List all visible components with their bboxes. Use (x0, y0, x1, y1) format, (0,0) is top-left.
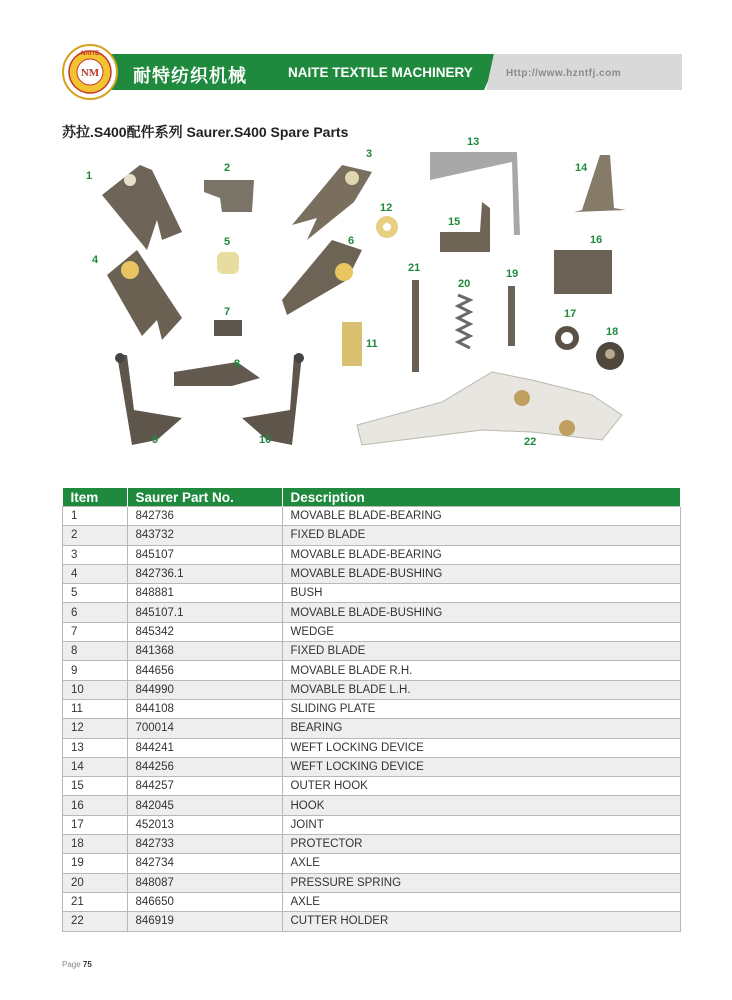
series-title: 苏拉.S400配件系列 Saurer.S400 Spare Parts (62, 124, 349, 140)
cell-description: PROTECTOR (282, 835, 681, 854)
cell-description: AXLE (282, 854, 681, 873)
table-row (63, 642, 681, 661)
cell-part-no: 846919 (127, 912, 282, 931)
part-label: 9 (152, 434, 159, 446)
cell-part-no: 842736.1 (127, 564, 282, 583)
part-label: 11 (366, 338, 378, 350)
cell-item: 11 (63, 699, 128, 718)
table-row (63, 854, 681, 873)
cell-item: 2 (63, 526, 128, 545)
table-row (63, 526, 681, 545)
cell-part-no: 845342 (127, 622, 282, 641)
cell-part-no: 844256 (127, 757, 282, 776)
part-5-shape (217, 252, 239, 274)
cell-part-no: 845107 (127, 545, 282, 564)
cell-item: 22 (63, 912, 128, 931)
column-header-part-no: Saurer Part No. (127, 488, 282, 507)
part-10-shape (242, 355, 302, 445)
part-8-shape (174, 362, 260, 386)
part-label: 17 (564, 308, 577, 320)
table-row (63, 912, 681, 931)
cell-description: MOVABLE BLADE L.H. (282, 680, 681, 699)
cell-item: 14 (63, 757, 128, 776)
company-logo (62, 44, 118, 100)
cell-part-no: 843732 (127, 526, 282, 545)
column-header-item: Item (63, 488, 128, 507)
part-label: 6 (348, 235, 355, 247)
cell-part-no: 841368 (127, 642, 282, 661)
part-label: 10 (259, 434, 272, 446)
part-label: 22 (524, 436, 537, 448)
part-label: 14 (575, 162, 588, 174)
brand-name-english: NAITE TEXTILE MACHINERY (288, 65, 473, 80)
cell-item: 16 (63, 796, 128, 815)
cell-description: BEARING (282, 719, 681, 738)
cell-description: FIXED BLADE (282, 526, 681, 545)
cell-part-no: 842733 (127, 835, 282, 854)
cell-item: 3 (63, 545, 128, 564)
cell-part-no: 842734 (127, 854, 282, 873)
part-11-shape (342, 322, 362, 366)
svg-text:NM: NM (80, 67, 100, 79)
page-header (0, 44, 732, 104)
table-row (63, 545, 681, 564)
cell-item: 1 (63, 507, 128, 526)
part-label: 16 (590, 234, 603, 246)
website-url[interactable]: Http://www.hzntfj.com (506, 68, 622, 79)
part-label: 19 (506, 268, 519, 280)
cell-description: FIXED BLADE (282, 642, 681, 661)
cell-description: PRESSURE SPRING (282, 873, 681, 892)
cell-part-no: 844990 (127, 680, 282, 699)
part-label: 4 (92, 254, 99, 266)
part-label: 5 (224, 236, 231, 248)
table-row (63, 584, 681, 603)
part-label: 21 (408, 262, 421, 274)
cell-item: 8 (63, 642, 128, 661)
cell-item: 17 (63, 815, 128, 834)
part-label: 8 (234, 358, 241, 370)
cell-description: JOINT (282, 815, 681, 834)
part-19-shape (508, 286, 515, 346)
part-9-shape (117, 355, 182, 445)
cell-description: OUTER HOOK (282, 777, 681, 796)
table-row (63, 719, 681, 738)
cell-part-no: 848881 (127, 584, 282, 603)
part-label: 12 (380, 202, 393, 214)
cell-part-no: 842736 (127, 507, 282, 526)
table-header-row (63, 488, 681, 507)
part-3-shape (292, 165, 372, 240)
brand-name-chinese: 耐特纺织机械 (133, 66, 247, 86)
cell-item: 6 (63, 603, 128, 622)
part-label: 13 (467, 136, 480, 148)
part-label: 15 (448, 216, 461, 228)
part-7-shape (214, 320, 242, 336)
table-row (63, 796, 681, 815)
cell-part-no: 842045 (127, 796, 282, 815)
cell-description: MOVABLE BLADE-BUSHING (282, 603, 681, 622)
cell-item: 15 (63, 777, 128, 796)
table-row (63, 507, 681, 526)
table-row (63, 835, 681, 854)
page-label: Page (62, 960, 81, 969)
cell-part-no: 844656 (127, 661, 282, 680)
part-label: 1 (86, 170, 93, 182)
table-row (63, 892, 681, 911)
table-row (63, 603, 681, 622)
cell-item: 18 (63, 835, 128, 854)
cell-item: 20 (63, 873, 128, 892)
cell-part-no: 844257 (127, 777, 282, 796)
cell-description: WEFT LOCKING DEVICE (282, 738, 681, 757)
parts-table (62, 488, 681, 932)
cell-description: WEFT LOCKING DEVICE (282, 757, 681, 776)
cell-part-no: 844241 (127, 738, 282, 757)
cell-part-no: 848087 (127, 873, 282, 892)
column-header-description: Description (282, 488, 681, 507)
part-label: 7 (224, 306, 231, 318)
cell-description: MOVABLE BLADE R.H. (282, 661, 681, 680)
table-row (63, 777, 681, 796)
cell-description: CUTTER HOLDER (282, 912, 681, 931)
table-row (63, 757, 681, 776)
table-row (63, 622, 681, 641)
part-label: 18 (606, 326, 619, 338)
cell-description: BUSH (282, 584, 681, 603)
cell-description: MOVABLE BLADE-BEARING (282, 545, 681, 564)
table-row (63, 564, 681, 583)
part-16-shape (554, 250, 612, 294)
part-1-shape (102, 165, 182, 250)
parts-illustration (62, 136, 682, 480)
table-row (63, 699, 681, 718)
parts-drawing (62, 140, 682, 480)
part-label: 3 (366, 148, 373, 160)
part-22-shape (357, 372, 622, 445)
cell-item: 13 (63, 738, 128, 757)
page-number-value: 75 (82, 960, 92, 969)
cell-description: WEDGE (282, 622, 681, 641)
cell-part-no: 700014 (127, 719, 282, 738)
cell-part-no: 846650 (127, 892, 282, 911)
page-number (62, 960, 92, 969)
cell-item: 21 (63, 892, 128, 911)
table-row (63, 815, 681, 834)
cell-item: 9 (63, 661, 128, 680)
cell-item: 7 (63, 622, 128, 641)
table-row (63, 873, 681, 892)
table-row (63, 661, 681, 680)
cell-item: 19 (63, 854, 128, 873)
cell-description: SLIDING PLATE (282, 699, 681, 718)
cell-part-no: 452013 (127, 815, 282, 834)
part-label: 20 (458, 278, 471, 290)
cell-description: MOVABLE BLADE-BUSHING (282, 564, 681, 583)
cell-item: 4 (63, 564, 128, 583)
cell-item: 10 (63, 680, 128, 699)
part-21-shape (412, 280, 419, 372)
cell-part-no: 845107.1 (127, 603, 282, 622)
cell-item: 12 (63, 719, 128, 738)
table-row (63, 738, 681, 757)
part-13-shape (430, 152, 520, 235)
cell-description: MOVABLE BLADE-BEARING (282, 507, 681, 526)
cell-description: AXLE (282, 892, 681, 911)
svg-text:NAITE: NAITE (81, 51, 99, 57)
table-row (63, 680, 681, 699)
table-body (63, 507, 681, 932)
part-2-shape (204, 180, 254, 212)
cell-item: 5 (63, 584, 128, 603)
part-label: 2 (224, 162, 231, 174)
cell-part-no: 844108 (127, 699, 282, 718)
part-4-shape (107, 250, 182, 340)
part-20-shape (458, 295, 470, 348)
cell-description: HOOK (282, 796, 681, 815)
